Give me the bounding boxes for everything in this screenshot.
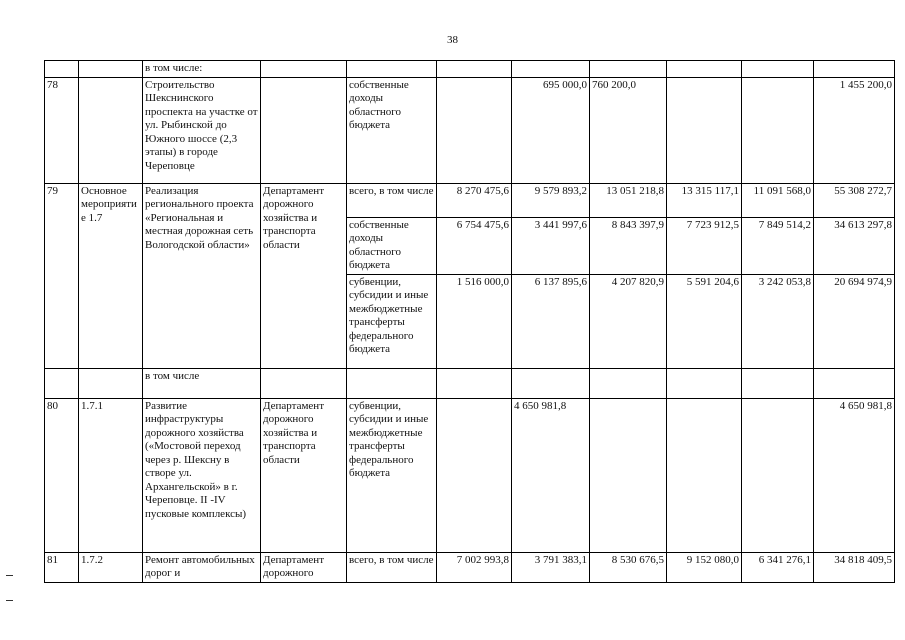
event-code: 1.7.2 [79,552,143,582]
value-cell: 7 723 912,5 [667,217,742,274]
value-cell: 13 051 218,8 [590,183,667,217]
value-cell: 6 341 276,1 [742,552,814,582]
margin-mark [6,600,13,601]
value-cell: 1 516 000,0 [437,274,512,368]
margin-mark [6,575,13,576]
executor: Департамент дорожного [261,552,347,582]
funding-source: всего, в том числе [347,183,437,217]
total-cell: 55 308 272,7 [814,183,895,217]
row-number: 79 [45,183,79,368]
note-text: в том числе: [143,61,261,78]
total-cell: 20 694 974,9 [814,274,895,368]
page-number: 38 [447,34,458,46]
value-cell: 4 207 820,9 [590,274,667,368]
value-cell: 6 754 475,6 [437,217,512,274]
funding-source: субвенции, субсидии и иные межбюджетные трансферты федерального бюджета [347,398,437,552]
value-cell: 3 791 383,1 [512,552,590,582]
value-cell: 3 441 997,6 [512,217,590,274]
value-cell: 8 843 397,9 [590,217,667,274]
value-cell: 3 242 053,8 [742,274,814,368]
table-row-81 [45,552,895,582]
value-cell: 7 002 993,8 [437,552,512,582]
total-cell: 4 650 981,8 [814,398,895,552]
value-cell: 695 000,0 [512,77,590,183]
executor: Департамент дорожного хозяйства и транспорта области [261,398,347,552]
total-cell: 1 455 200,0 [814,77,895,183]
value-cell: 13 315 117,1 [667,183,742,217]
value-cell: 6 137 895,6 [512,274,590,368]
table-row-note [45,61,895,78]
table-row-79 [45,183,895,217]
value-cell: 11 091 568,0 [742,183,814,217]
event-code: 1.7.1 [79,398,143,552]
row-number: 81 [45,552,79,582]
value-cell: 9 579 893,2 [512,183,590,217]
table-row-note [45,368,895,398]
row-number: 80 [45,398,79,552]
funding-source: собственные доходы областного бюджета [347,217,437,274]
table-row-78 [45,77,895,183]
budget-table [44,60,895,583]
note-text: в том числе [143,368,261,398]
value-cell: 7 849 514,2 [742,217,814,274]
event-name: Реализация регионального проекта «Региональная и местная дорожная сеть Вологодской области» [143,183,261,368]
executor: Департамент дорожного хозяйства и транспорта области [261,183,347,368]
value-cell: 8 270 475,6 [437,183,512,217]
row-number: 78 [45,77,79,183]
value-cell: 5 591 204,6 [667,274,742,368]
event-name: Строительство Шекснинского проспекта на участке от ул. Рыбинской до Южного шоссе (2,3 этапы) в городе Череповце [143,77,261,183]
event-name: Развитие инфраструктуры дорожного хозяйства («Мостовой переход через р. Шексну в створе ул. Архангельской» в г. Череповце. II -IV пусковые комплексы) [143,398,261,552]
value-cell: 4 650 981,8 [512,398,590,552]
funding-source: субвенции, субсидии и иные межбюджетные трансферты федерального бюджета [347,274,437,368]
event-code: Основное мероприятие 1.7 [79,183,143,368]
table-row-80 [45,398,895,552]
value-cell: 8 530 676,5 [590,552,667,582]
total-cell: 34 613 297,8 [814,217,895,274]
value-cell: 760 200,0 [590,77,667,183]
value-cell: 9 152 080,0 [667,552,742,582]
total-cell: 34 818 409,5 [814,552,895,582]
funding-source: всего, в том числе [347,552,437,582]
funding-source: собственные доходы областного бюджета [347,77,437,183]
event-name: Ремонт автомобильных дорог и [143,552,261,582]
